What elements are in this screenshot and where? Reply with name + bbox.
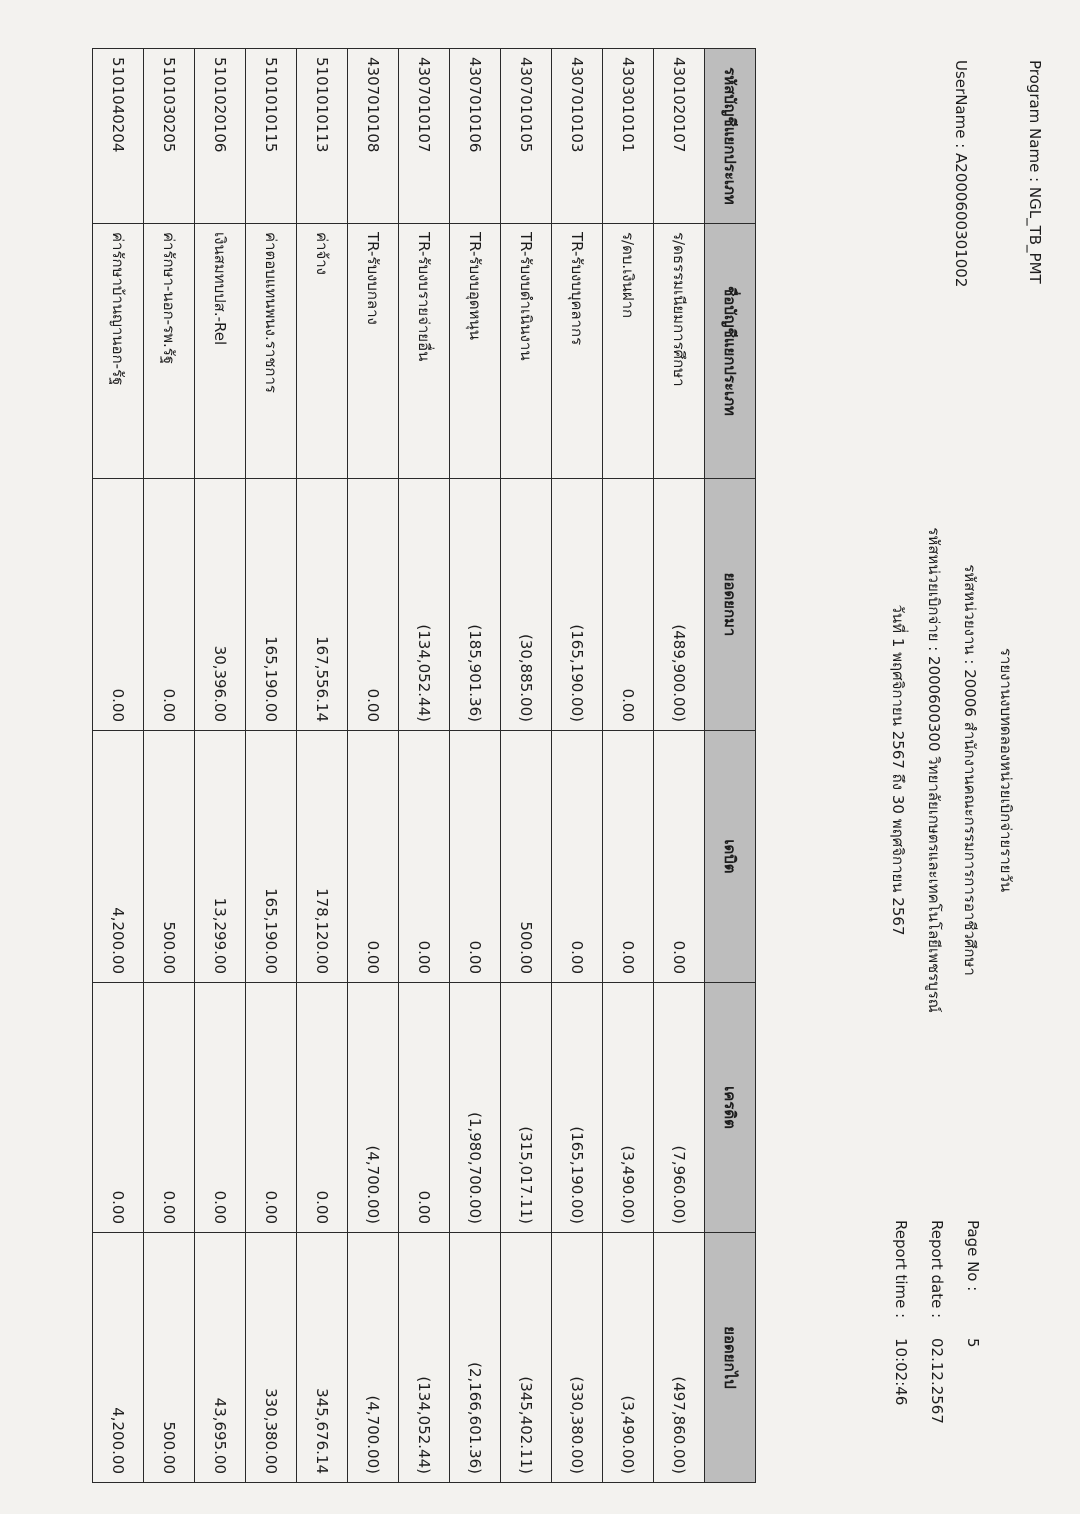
- table-header-row: [705, 49, 756, 1483]
- closing-balance-cell: (4,700.00): [348, 1233, 399, 1483]
- col-header-closing-balance: ยอดยกไป: [705, 1233, 756, 1483]
- table-row: [501, 49, 552, 1483]
- opening-balance-cell: 167,556.14: [297, 479, 348, 731]
- debit-cell: 178,120.00: [297, 731, 348, 983]
- opening-balance-cell: 30,396.00: [195, 479, 246, 731]
- debit-cell: 500.00: [144, 731, 195, 983]
- opening-balance-cell: (134,052.44): [399, 479, 450, 731]
- closing-balance-cell: 43,695.00: [195, 1233, 246, 1483]
- opening-balance-cell: (165,190.00): [552, 479, 603, 731]
- page-label: Page No :: [964, 1220, 982, 1292]
- table-row: [195, 49, 246, 1483]
- table-body: [93, 49, 705, 1483]
- table-row: [246, 49, 297, 1483]
- debit-cell: 0.00: [603, 731, 654, 983]
- account-name-cell: ค่ารักษา-นอก-รพ.รัฐ: [144, 224, 195, 479]
- debit-cell: 0.00: [450, 731, 501, 983]
- debit-cell: 500.00: [501, 731, 552, 983]
- debit-cell: 0.00: [399, 731, 450, 983]
- report-date-row: [928, 1220, 946, 1448]
- account-name-cell: TR-รับงบรายจ่ายอื่น: [399, 224, 450, 479]
- closing-balance-cell: (497,860.00): [654, 1233, 705, 1483]
- col-header-credit: เครดิต: [705, 983, 756, 1233]
- table-row: [450, 49, 501, 1483]
- credit-cell: (4,700.00): [348, 983, 399, 1233]
- date-range: วันที่ 1 พฤศจิกายน 2567 ถึง 30 พฤศจิกายน 2567: [889, 604, 907, 936]
- table-row: [552, 49, 603, 1483]
- account-code-cell: 4307010105: [501, 49, 552, 224]
- col-header-account-code: รหัสบัญชีแยกประเภท: [705, 49, 756, 224]
- table-row: [348, 49, 399, 1483]
- closing-balance-cell: 330,380.00: [246, 1233, 297, 1483]
- col-header-account-name: ชื่อบัญชีแยกประเภท: [705, 224, 756, 479]
- closing-balance-cell: (345,402.11): [501, 1233, 552, 1483]
- account-code-cell: 4307010107: [399, 49, 450, 224]
- closing-balance-cell: (3,490.00): [603, 1233, 654, 1483]
- account-name-cell: ค่าจ้าง: [297, 224, 348, 479]
- account-code-cell: 4301020107: [654, 49, 705, 224]
- table-row: [297, 49, 348, 1483]
- debit-cell: 0.00: [348, 731, 399, 983]
- account-name-cell: ร/ดบ.เงินฝาก: [603, 224, 654, 479]
- disbursement-unit-line: รหัสหน่วยเบิกจ่าย : 2000600300 วิทยาลัยเกษตรและเทคโนโลยีเพชรบูรณ์: [925, 527, 943, 1013]
- trial-balance-table: [92, 48, 756, 1483]
- account-name-cell: เงินสมทบปส.-Rel: [195, 224, 246, 479]
- credit-cell: (315,017.11): [501, 983, 552, 1233]
- account-name-cell: ค่าตอบแทนพนง.ราชการ: [246, 224, 297, 479]
- credit-cell: 0.00: [144, 983, 195, 1233]
- col-header-opening-balance: ยอดยกมา: [705, 479, 756, 731]
- report-time-row: [892, 1220, 910, 1448]
- credit-cell: 0.00: [195, 983, 246, 1233]
- account-code-cell: 5101030205: [144, 49, 195, 224]
- account-name-cell: TR-รับงบบุคลากร: [552, 224, 603, 479]
- opening-balance-cell: (489,900.00): [654, 479, 705, 731]
- closing-balance-cell: 4,200.00: [93, 1233, 144, 1483]
- table-row: [654, 49, 705, 1483]
- table-row: [399, 49, 450, 1483]
- account-name-cell: ร/ดธรรมเนียมการศึกษา: [654, 224, 705, 479]
- report-time-label: Report time :: [892, 1220, 910, 1319]
- report-title: รายงานงบทดลองหน่วยเบิกจ่ายรายวัน: [997, 647, 1015, 893]
- report-date-value: 02.12.2567: [928, 1338, 946, 1424]
- account-code-cell: 4303010101: [603, 49, 654, 224]
- credit-cell: 0.00: [399, 983, 450, 1233]
- credit-cell: 0.00: [246, 983, 297, 1233]
- closing-balance-cell: 345,676.14: [297, 1233, 348, 1483]
- user-name: UserName : A2000600301002: [952, 60, 970, 288]
- debit-cell: 0.00: [552, 731, 603, 983]
- account-name-cell: ค่ารักษาบ้านญานอก-รัฐ: [93, 224, 144, 479]
- debit-cell: 0.00: [654, 731, 705, 983]
- opening-balance-cell: 0.00: [93, 479, 144, 731]
- account-code-cell: 4307010103: [552, 49, 603, 224]
- credit-cell: (7,960.00): [654, 983, 705, 1233]
- credit-cell: (1,980,700.00): [450, 983, 501, 1233]
- table-row: [603, 49, 654, 1483]
- account-name-cell: TR-รับงบอุดหนุน: [450, 224, 501, 479]
- account-code-cell: 5101040204: [93, 49, 144, 224]
- report-date-label: Report date :: [928, 1220, 946, 1319]
- opening-balance-cell: 0.00: [603, 479, 654, 731]
- account-name-cell: TR-รับงบกลาง: [348, 224, 399, 479]
- opening-balance-cell: 0.00: [348, 479, 399, 731]
- account-code-cell: 4307010106: [450, 49, 501, 224]
- program-name: Program Name : NGL_TB_PMT: [1026, 60, 1044, 284]
- page-value: 5: [964, 1338, 982, 1348]
- opening-balance-cell: (185,901.36): [450, 479, 501, 731]
- credit-cell: 0.00: [297, 983, 348, 1233]
- account-code-cell: 5101010113: [297, 49, 348, 224]
- unit-line: รหัสหน่วยงาน : 20006 สำนักงานคณะกรรมการการอาชีวศึกษา: [961, 564, 979, 976]
- opening-balance-cell: 165,190.00: [246, 479, 297, 731]
- closing-balance-cell: (134,052.44): [399, 1233, 450, 1483]
- credit-cell: (3,490.00): [603, 983, 654, 1233]
- opening-balance-cell: (30,885.00): [501, 479, 552, 731]
- credit-cell: 0.00: [93, 983, 144, 1233]
- account-code-cell: 4307010108: [348, 49, 399, 224]
- account-code-cell: 5101020106: [195, 49, 246, 224]
- col-header-debit: เดบิต: [705, 731, 756, 983]
- table-row: [93, 49, 144, 1483]
- report-time-value: 10:02:46: [892, 1338, 910, 1406]
- closing-balance-cell: (2,166,601.36): [450, 1233, 501, 1483]
- table-row: [144, 49, 195, 1483]
- credit-cell: (165,190.00): [552, 983, 603, 1233]
- account-name-cell: TR-รับงบดำเนินงาน: [501, 224, 552, 479]
- debit-cell: 13,299.00: [195, 731, 246, 983]
- debit-cell: 4,200.00: [93, 731, 144, 983]
- closing-balance-cell: 500.00: [144, 1233, 195, 1483]
- account-code-cell: 5101010115: [246, 49, 297, 224]
- closing-balance-cell: (330,380.00): [552, 1233, 603, 1483]
- page-number-row: [964, 1220, 982, 1448]
- opening-balance-cell: 0.00: [144, 479, 195, 731]
- debit-cell: 165,190.00: [246, 731, 297, 983]
